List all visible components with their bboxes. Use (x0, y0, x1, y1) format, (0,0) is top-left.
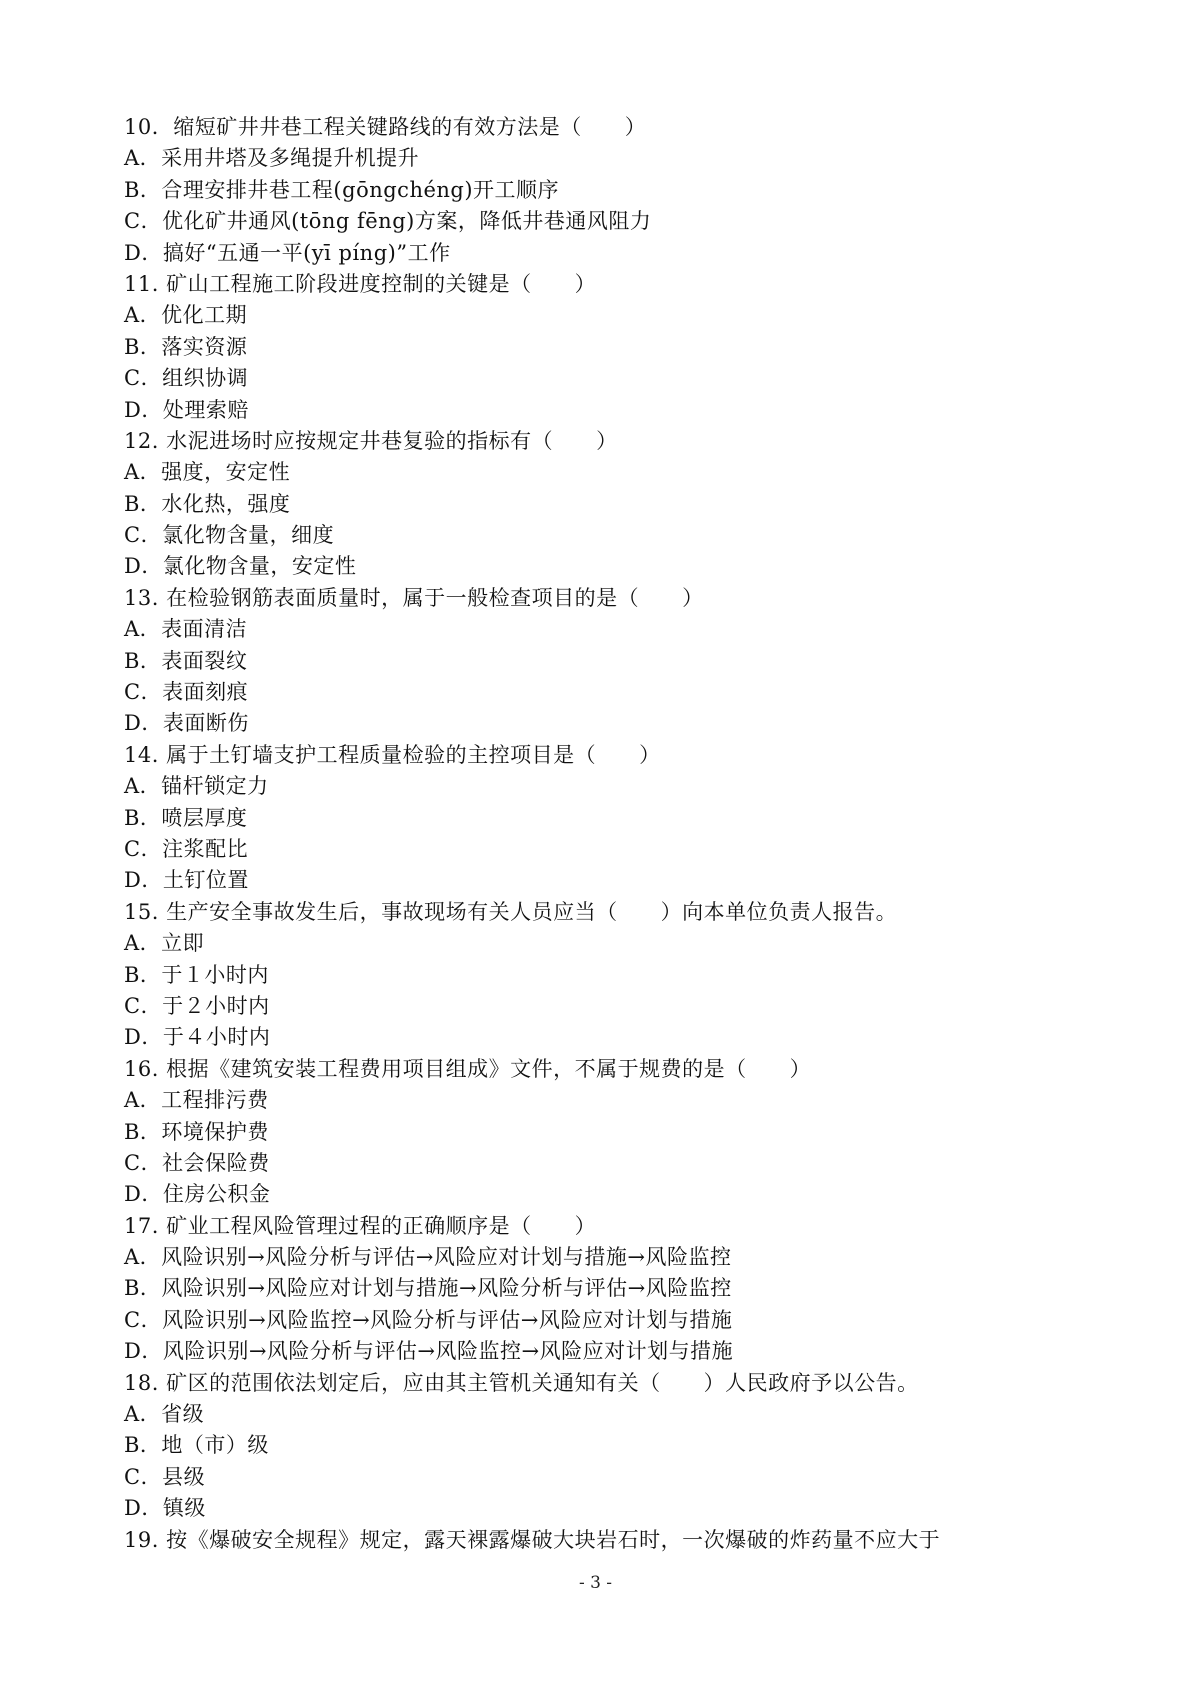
answer-option: D．于４小时内 (124, 1025, 271, 1050)
answer-option: B．合理安排井巷工程(gōngchéng)开工顺序 (124, 177, 560, 202)
question-stem: 19. 按《爆破安全规程》规定，露天裸露爆破大块岩石时，一次爆破的炸药量不应大于 (124, 1527, 941, 1552)
answer-option: D．风险识别→风险分析与评估→风险监控→风险应对计划与措施 (124, 1339, 734, 1364)
question-stem: 11. 矿山工程施工阶段进度控制的关键是（ ） (124, 271, 597, 296)
question-stem: 15. 生产安全事故发生后，事故现场有关人员应当（ ）向本单位负责人报告。 (124, 899, 898, 924)
answer-option: C．社会保险费 (124, 1150, 270, 1175)
question-stem: 13. 在检验钢筋表面质量时，属于一般检查项目的是（ ） (124, 585, 704, 610)
answer-option: C．优化矿井通风(tōng fēng)方案，降低井巷通风阻力 (124, 209, 652, 234)
answer-option: B．环境保护费 (124, 1119, 269, 1144)
answer-option: D．土钉位置 (124, 868, 249, 893)
answer-option: B．风险识别→风险应对计划与措施→风险分析与评估→风险监控 (124, 1276, 732, 1301)
answer-option: D．搞好“五通一平(yī píng)”工作 (124, 240, 451, 265)
answer-option: B．地（市）级 (124, 1433, 269, 1458)
answer-option: A．锚杆锁定力 (124, 774, 269, 799)
answer-option: D．氯化物含量，安定性 (124, 554, 357, 579)
answer-option: A．省级 (124, 1402, 205, 1427)
answer-option: B．水化热，强度 (124, 491, 291, 516)
answer-option: B．于１小时内 (124, 962, 269, 987)
page-number: - 3 - (578, 1573, 613, 1593)
answer-option: D．处理索赔 (124, 397, 249, 422)
answer-option: C．注浆配比 (124, 836, 249, 861)
question-stem: 10．缩短矿井井巷工程关键路线的有效方法是（ ） (124, 115, 647, 139)
answer-option: A．立即 (124, 931, 205, 956)
answer-option: A．强度，安定性 (124, 460, 291, 485)
question-stem: 18. 矿区的范围依法划定后，应由其主管机关通知有关（ ）人民政府予以公告。 (124, 1370, 919, 1395)
answer-option: D．镇级 (124, 1496, 206, 1521)
question-stem: 17. 矿业工程风险管理过程的正确顺序是（ ） (124, 1213, 597, 1238)
answer-option: B．喷层厚度 (124, 805, 248, 830)
answer-option: D．住房公积金 (124, 1182, 271, 1207)
answer-option: C．风险识别→风险监控→风险分析与评估→风险应对计划与措施 (124, 1307, 733, 1332)
question-stem: 14. 属于土钉墙支护工程质量检验的主控项目是（ ） (124, 742, 661, 767)
answer-option: A．工程排污费 (124, 1088, 269, 1113)
exam-page-content (124, 112, 1084, 1556)
answer-option: B．表面裂纹 (124, 648, 248, 673)
answer-option: C．组织协调 (124, 366, 249, 391)
question-stem: 12. 水泥进场时应按规定井巷复验的指标有（ ） (124, 428, 618, 453)
answer-option: C．氯化物含量，细度 (124, 523, 335, 548)
answer-option: B．落实资源 (124, 334, 248, 359)
answer-option: C．县级 (124, 1464, 206, 1489)
answer-option: A．表面清洁 (124, 617, 248, 642)
answer-option: C．表面刻痕 (124, 680, 249, 705)
answer-option: A．采用井塔及多绳提升机提升 (124, 146, 420, 171)
answer-option: C．于２小时内 (124, 993, 270, 1018)
question-stem: 16. 根据《建筑安装工程费用项目组成》文件，不属于规费的是（ ） (124, 1056, 812, 1081)
answer-option: A．风险识别→风险分析与评估→风险应对计划与措施→风险监控 (124, 1245, 732, 1270)
answer-option: D．表面断伤 (124, 711, 249, 736)
answer-option: A．优化工期 (124, 303, 248, 328)
